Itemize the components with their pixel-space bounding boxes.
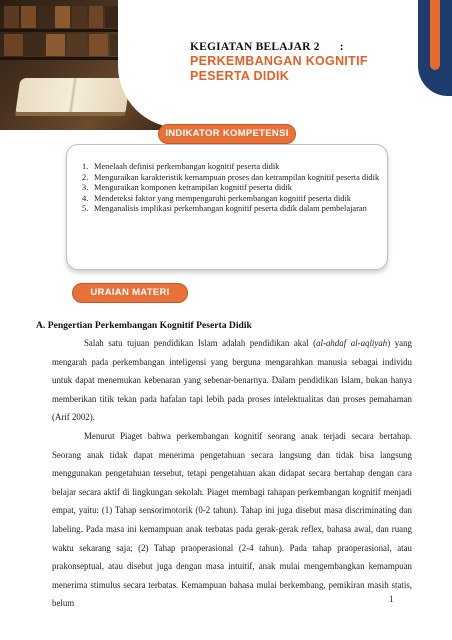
list-item-text: Menelaah definisi perkembangan kognitif peserta didik [94, 162, 280, 171]
list-item-text: Mendeteksi faktor yang mempengaruhi perkembangan kognitif peserta didik [94, 193, 351, 203]
list-item [82, 173, 382, 184]
list-item-text: Menguraikan karakteristik kemampuan proses dan ketrampilan kognitif peserta didik [94, 172, 380, 182]
list-item-text: Menguraikan komponen ketrampilan kognitif peserta didik [94, 183, 292, 193]
paragraph-piaget [52, 427, 412, 613]
kegiatan-heading [190, 41, 344, 53]
header-orange-stripe [430, 0, 440, 70]
list-item [82, 162, 382, 173]
paragraph-text: ) yang mengarah pada perkembangan inteligensi yang berguna mengarahkan manusia sebagai individu untuk dapat menemukan kebenaran yang sebenar-benarnya. Dalam pendidikan Islam, bukan hanya memberikan titik tekan pada hafalan tapi lebih pada proses intelektualitas dan proses pemahaman (Arif 2002). [52, 338, 412, 423]
open-book-image [16, 78, 131, 112]
uraian-label: URAIAN MATERI [72, 283, 188, 303]
list-item-number: 5. [82, 204, 89, 214]
list-item-number: 3. [82, 183, 89, 193]
paragraph-text: Menurut Piaget bahwa perkembangan kognitif seorang anak terjadi secara bertahap. Seorang anak tidak dapat menerima pengetahuan secara langsung dan tidak bisa langsung menggunakan pengetahuan tersebut, tetapi pengetahuan akan didapat secara bertahap dengan cara belajar secara aktif di lingkungan sekolah. Piaget membagi tahapan perkembangan kognitif menjadi empat, yaitu: (1) Tahap sensorimotorik (0-2 tahun). Tahap ini juga disebut masa discriminating dan labeling. Pada masa ini kemampuan anak terbatas pada gerak-gerak reflex, bahasa awal, dan ruang waktu sekarang saja; (2) Tahap praoperasional (2-4 tahun). Pada tahap praoperasional, atau prakonseptual, atau disebut juga dengan masa intuitif, anak mulai mengembangkan kemampuan menerima stimulus secara terbatas. Kemampuan bahasa mulai berkembang, pemikiran masih statis, belum [52, 431, 412, 609]
page-number: 1 [389, 594, 394, 604]
list-item-number: 1. [82, 162, 89, 171]
kegiatan-colon: : [339, 41, 344, 53]
paragraph-text: Salah satu tujuan pendidikan Islam adalah pendidikan akal ( [84, 338, 317, 348]
list-item-text: Menganalisis implikasi perkembangan kognitif peserta didik dalam pembelajaran [94, 204, 367, 214]
list-item [82, 194, 382, 205]
list-item-number: 4. [82, 193, 89, 203]
kegiatan-label: KEGIATAN BELAJAR 2 [190, 41, 320, 53]
paragraph-islam-education [52, 334, 412, 427]
list-item-number: 2. [82, 172, 89, 182]
section-heading: A. Pengertian Perkembangan Kognitif Peserta Didik [36, 320, 252, 331]
italic-term: al-ahdaf al-aqliyah [316, 338, 388, 348]
indicator-label: INDIKATOR KOMPETENSI [158, 124, 296, 144]
chapter-title: PERKEMBANGAN KOGNITIF PESERTA DIDIK [190, 54, 368, 83]
list-item [82, 204, 382, 215]
indicator-list [82, 162, 382, 215]
list-item [82, 183, 382, 194]
